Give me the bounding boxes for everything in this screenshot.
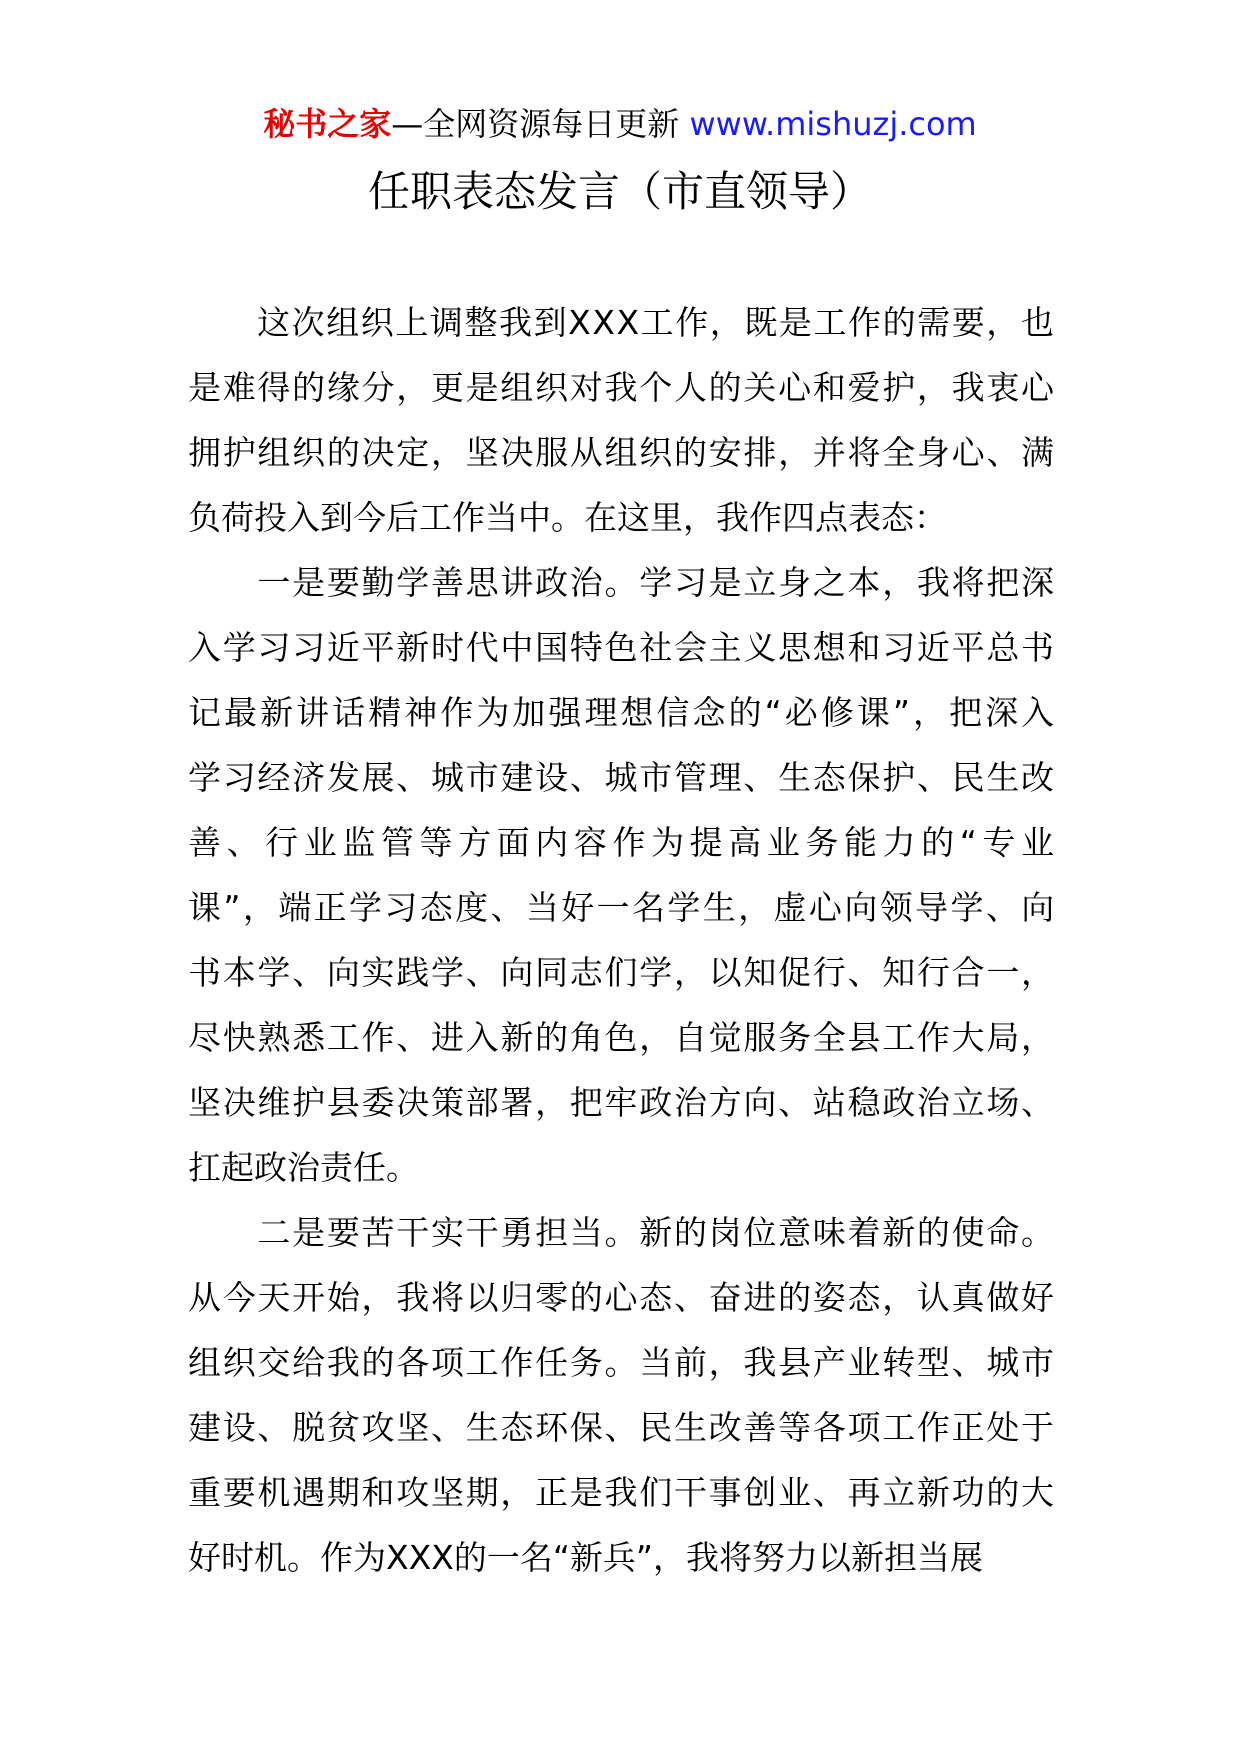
paragraph-line: 书本学、向实践学、向同志们学，以知促行、知行合一， <box>188 953 1056 992</box>
paragraph-line: 拥护组织的决定，坚决服从组织的安排，并将全身心、满 <box>188 433 1056 472</box>
paragraph-line: 一是要勤学善思讲政治。学习是立身之本，我将把深 <box>188 563 1056 602</box>
paragraph-line: 二是要苦干实干勇担当。新的岗位意味着新的使命。 <box>188 1213 1056 1252</box>
paragraph-line: 坚决维护县委决策部署，把牢政治方向、站稳政治立场、 <box>188 1083 1056 1122</box>
paragraph-line: 记最新讲话精神作为加强理想信念的“必修课”，把深入 <box>188 693 1058 732</box>
paragraph-line: 课”，端正学习态度、当好一名学生，虚心向领导学、向 <box>188 888 1057 927</box>
paragraph-line: 从今天开始，我将以归零的心态、奋进的姿态，认真做好 <box>188 1278 1056 1317</box>
site-banner <box>0 100 1240 148</box>
body-paragraph <box>188 1200 1054 1590</box>
paragraph-line: 是难得的缘分，更是组织对我个人的关心和爱护，我衷心 <box>188 368 1056 407</box>
body-paragraph <box>188 290 1054 550</box>
paragraph-line: 负荷投入到今后工作当中。在这里，我作四点表态： <box>188 498 947 537</box>
paragraph-line: 学习经济发展、城市建设、城市管理、生态保护、民生改 <box>188 758 1056 797</box>
banner-url-link[interactable]: www.mishuzj.com <box>689 105 977 143</box>
paragraph-line: 组织交给我的各项工作任务。当前，我县产业转型、城市 <box>188 1343 1056 1382</box>
banner-brand: 秘书之家 <box>263 105 392 143</box>
paragraph-line: 善、行业监管等方面内容作为提高业务能力的“专业 <box>188 823 1060 862</box>
paragraph-line: 好时机。作为XXX的一名“新兵”，我将努力以新担当展 <box>188 1538 984 1577</box>
document-body <box>188 290 1060 1590</box>
paragraph-line: 建设、脱贫攻坚、生态环保、民生改善等各项工作正处于 <box>188 1408 1056 1447</box>
paragraph-line: 扛起政治责任。 <box>188 1148 419 1187</box>
document-title: 任职表态发言（市直领导） <box>367 167 872 216</box>
paragraph-line: 入学习习近平新时代中国特色社会主义思想和习近平总书 <box>188 628 1056 667</box>
paragraph-line: 尽快熟悉工作、进入新的角色，自觉服务全县工作大局， <box>188 1018 1056 1057</box>
body-paragraph <box>188 550 1060 1200</box>
banner-tagline: —全网资源每日更新 <box>391 105 690 143</box>
paragraph-line: 重要机遇期和攻坚期，正是我们干事创业、再立新功的大 <box>188 1473 1056 1512</box>
paragraph-line: 这次组织上调整我到XXX工作，既是工作的需要，也 <box>188 303 1056 342</box>
